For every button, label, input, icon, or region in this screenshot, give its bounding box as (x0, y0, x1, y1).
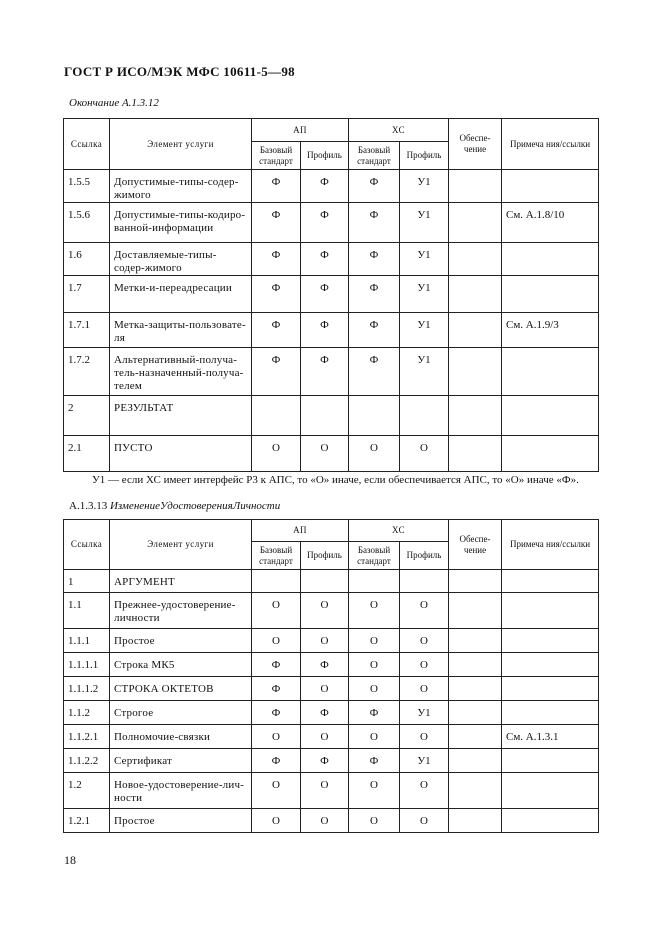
cell-notes (502, 436, 599, 472)
cell-xc-base: О (349, 653, 400, 677)
cell-ap-base: О (252, 725, 301, 749)
table-row (64, 749, 599, 773)
cell-ap-profile: Ф (301, 701, 349, 725)
cell-ap-profile (301, 570, 349, 593)
cell-support (449, 701, 502, 725)
cell-xc-base: Ф (349, 701, 400, 725)
cell-xc-profile (400, 570, 449, 593)
cell-ap-base: О (252, 593, 301, 629)
cell-xc-base: О (349, 773, 400, 809)
cell-ref: 1.7 (64, 276, 110, 313)
cell-ap-profile (301, 396, 349, 436)
cell-ap-base: Ф (252, 313, 301, 348)
cell-xc-base: Ф (349, 749, 400, 773)
cell-ap-base (252, 570, 301, 593)
table-row (64, 593, 599, 629)
table-row (64, 276, 599, 313)
cell-notes (502, 701, 599, 725)
cell-notes (502, 348, 599, 396)
cell-xc-base: Ф (349, 348, 400, 396)
cell-xc-profile: О (400, 653, 449, 677)
cell-element: РЕЗУЛЬТАТ (110, 396, 252, 436)
cell-xc-base (349, 396, 400, 436)
cell-ap-profile: Ф (301, 170, 349, 203)
cell-notes: См. А.1.3.1 (502, 725, 599, 749)
cell-notes (502, 570, 599, 593)
cell-element: Строка МК5 (110, 653, 252, 677)
col-element-header: Элемент услуги (110, 520, 252, 570)
cell-ref: 1.5.5 (64, 170, 110, 203)
cell-xc-profile: У1 (400, 170, 449, 203)
cell-ref: 1 (64, 570, 110, 593)
table-row (64, 570, 599, 593)
table-row (64, 348, 599, 396)
cell-ap-profile: О (301, 677, 349, 701)
cell-ap-profile: О (301, 629, 349, 653)
cell-support (449, 243, 502, 276)
cell-xc-profile (400, 396, 449, 436)
cell-ref: 1.7.1 (64, 313, 110, 348)
table-row (64, 313, 599, 348)
cell-element: Простое (110, 629, 252, 653)
cell-xc-base: О (349, 629, 400, 653)
cell-ref: 1.2 (64, 773, 110, 809)
cell-xc-base: О (349, 593, 400, 629)
cell-support (449, 809, 502, 833)
cell-xc-base: Ф (349, 170, 400, 203)
col-xc-header: ХС (349, 520, 449, 542)
cell-ap-base: Ф (252, 243, 301, 276)
cell-ap-profile: Ф (301, 653, 349, 677)
col-ap-header: АП (252, 119, 349, 142)
cell-xc-base: Ф (349, 276, 400, 313)
cell-ap-base: Ф (252, 348, 301, 396)
table-row (64, 725, 599, 749)
cell-xc-base: О (349, 436, 400, 472)
col-notes-header: Примеча ния/ссылки (502, 520, 599, 570)
table2-caption (69, 500, 280, 512)
cell-ap-profile: О (301, 436, 349, 472)
cell-xc-profile: У1 (400, 243, 449, 276)
cell-xc-profile: О (400, 629, 449, 653)
col-ref-header: Ссылка (64, 119, 110, 170)
cell-xc-profile: О (400, 593, 449, 629)
cell-ap-profile: Ф (301, 203, 349, 243)
cell-xc-profile: О (400, 809, 449, 833)
cell-element: Допустимые-типы-кодиро-ванной-информации (110, 203, 252, 243)
cell-ap-profile: Ф (301, 749, 349, 773)
cell-ap-profile: Ф (301, 313, 349, 348)
cell-support (449, 570, 502, 593)
col-ap-profile-header: Профиль (301, 542, 349, 570)
cell-element: Полномочие-связки (110, 725, 252, 749)
cell-ref: 1.5.6 (64, 203, 110, 243)
cell-ap-profile: Ф (301, 243, 349, 276)
cell-ap-base: Ф (252, 677, 301, 701)
cell-ap-base: Ф (252, 653, 301, 677)
cell-element: Новое-удостоверение-лич-ности (110, 773, 252, 809)
cell-xc-profile: У1 (400, 203, 449, 243)
col-element-header: Элемент услуги (110, 119, 252, 170)
col-ap-header: АП (252, 520, 349, 542)
col-xc-profile-header: Профиль (400, 142, 449, 170)
cell-notes (502, 809, 599, 833)
table1 (63, 118, 599, 472)
col-xc-profile-header: Профиль (400, 542, 449, 570)
cell-ap-profile: О (301, 809, 349, 833)
table-row (64, 396, 599, 436)
cell-ap-base: Ф (252, 276, 301, 313)
cell-ref: 1.1.1.2 (64, 677, 110, 701)
cell-xc-profile: О (400, 773, 449, 809)
cell-support (449, 773, 502, 809)
cell-ap-base: О (252, 436, 301, 472)
cell-xc-profile: У1 (400, 276, 449, 313)
table1-caption (69, 97, 159, 109)
cell-notes (502, 773, 599, 809)
col-xc-header: ХС (349, 119, 449, 142)
cell-support (449, 653, 502, 677)
cell-xc-profile: О (400, 677, 449, 701)
cell-support (449, 203, 502, 243)
table-row (64, 436, 599, 472)
cell-support (449, 749, 502, 773)
cell-element: СТРОКА ОКТЕТОВ (110, 677, 252, 701)
cell-ap-base: Ф (252, 170, 301, 203)
cell-xc-base: Ф (349, 203, 400, 243)
cell-notes (502, 243, 599, 276)
cell-ap-base: О (252, 773, 301, 809)
cell-support (449, 629, 502, 653)
cell-notes (502, 593, 599, 629)
col-support-header: Обеспе-чение (449, 119, 502, 170)
document-title: ГОСТ Р ИСО/МЭК МФС 10611-5—98 (64, 64, 295, 79)
cell-ap-base (252, 396, 301, 436)
cell-ref: 1.1.2.2 (64, 749, 110, 773)
cell-ap-profile: О (301, 593, 349, 629)
cell-xc-base: Ф (349, 243, 400, 276)
col-ap-base-header: Базовый стандарт (252, 142, 301, 170)
cell-ap-profile: О (301, 773, 349, 809)
table-row (64, 653, 599, 677)
cell-support (449, 170, 502, 203)
cell-element: Строгое (110, 701, 252, 725)
cell-notes (502, 396, 599, 436)
cell-ap-profile: Ф (301, 276, 349, 313)
cell-notes (502, 653, 599, 677)
table-row (64, 170, 599, 203)
table2 (63, 519, 599, 833)
table1-caption-text: Окончание А.1.3.12 (69, 97, 159, 109)
cell-support (449, 313, 502, 348)
cell-ref: 1.1.1.1 (64, 653, 110, 677)
cell-xc-base: Ф (349, 313, 400, 348)
cell-element: Сертификат (110, 749, 252, 773)
cell-element: Метки-и-переадресации (110, 276, 252, 313)
cell-xc-base (349, 570, 400, 593)
cell-xc-profile: О (400, 725, 449, 749)
table-row (64, 203, 599, 243)
cell-ap-base: О (252, 809, 301, 833)
cell-element: ПУСТО (110, 436, 252, 472)
cell-xc-base: О (349, 677, 400, 701)
cell-ref: 1.2.1 (64, 809, 110, 833)
table1-body (64, 170, 599, 472)
cell-support (449, 725, 502, 749)
cell-support (449, 396, 502, 436)
cell-support (449, 677, 502, 701)
cell-xc-profile: О (400, 436, 449, 472)
cell-notes (502, 276, 599, 313)
cell-ref: 2 (64, 396, 110, 436)
table-row (64, 243, 599, 276)
cell-ref: 1.1 (64, 593, 110, 629)
cell-xc-profile: У1 (400, 749, 449, 773)
cell-notes (502, 749, 599, 773)
cell-notes: См. А.1.9/3 (502, 313, 599, 348)
cell-ref: 1.7.2 (64, 348, 110, 396)
col-ap-profile-header: Профиль (301, 142, 349, 170)
cell-notes (502, 170, 599, 203)
col-ref-header: Ссылка (64, 520, 110, 570)
col-xc-base-header: Базовый стандарт (349, 142, 400, 170)
cell-support (449, 436, 502, 472)
cell-ref: 1.1.1 (64, 629, 110, 653)
cell-element: Альтернативный-получа-тель-назначенный-получа-телем (110, 348, 252, 396)
cell-support (449, 276, 502, 313)
cell-element: Прежнее-удостоверение-личности (110, 593, 252, 629)
cell-xc-profile: У1 (400, 348, 449, 396)
cell-notes: См. А.1.8/10 (502, 203, 599, 243)
cell-notes (502, 629, 599, 653)
cell-ap-base: О (252, 629, 301, 653)
cell-ap-profile: Ф (301, 348, 349, 396)
cell-element: Простое (110, 809, 252, 833)
table2-caption-number: А.1.3.13 (69, 500, 108, 512)
cell-ref: 1.1.2 (64, 701, 110, 725)
cell-ap-base: Ф (252, 701, 301, 725)
cell-ref: 1.1.2.1 (64, 725, 110, 749)
cell-notes (502, 677, 599, 701)
cell-ref: 2.1 (64, 436, 110, 472)
cell-xc-base: О (349, 809, 400, 833)
cell-support (449, 593, 502, 629)
table-row (64, 809, 599, 833)
cell-support (449, 348, 502, 396)
cell-ap-profile: О (301, 725, 349, 749)
table-row (64, 701, 599, 725)
col-ap-base-header: Базовый стандарт (252, 542, 301, 570)
cell-element: Метка-защиты-пользовате-ля (110, 313, 252, 348)
table2-body (64, 570, 599, 833)
table-row (64, 677, 599, 701)
cell-element: АРГУМЕНТ (110, 570, 252, 593)
cell-element: Допустимые-типы-содер-жимого (110, 170, 252, 203)
col-support-header: Обеспе-чение (449, 520, 502, 570)
cell-ap-base: Ф (252, 203, 301, 243)
table-row (64, 629, 599, 653)
table2-caption-title: ИзменениеУдостоверенияЛичности (109, 500, 281, 512)
cell-xc-base: О (349, 725, 400, 749)
cell-xc-profile: У1 (400, 701, 449, 725)
cell-ap-base: Ф (252, 749, 301, 773)
page-number: 18 (64, 853, 76, 867)
footnote: У1 — если ХС имеет интерфейс Р3 к АПС, то «О» иначе, если обеспечивается АПС, то «О» иначе «Ф». (92, 474, 579, 486)
table-row (64, 773, 599, 809)
cell-element: Доставляемые-типы-содер-жимого (110, 243, 252, 276)
cell-xc-profile: У1 (400, 313, 449, 348)
col-xc-base-header: Базовый стандарт (349, 542, 400, 570)
cell-ref: 1.6 (64, 243, 110, 276)
col-notes-header: Примеча ния/ссылки (502, 119, 599, 170)
